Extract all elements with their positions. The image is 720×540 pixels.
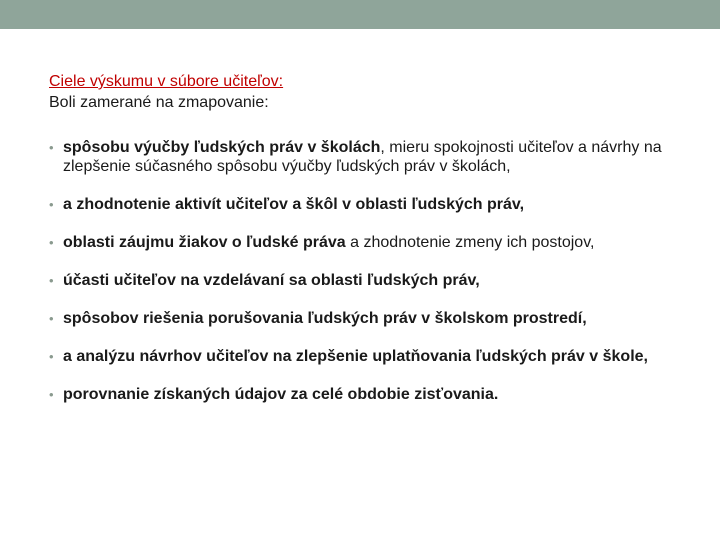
list-item xyxy=(49,271,689,290)
list-item-bold-text: účasti učiteľov na vzdelávaní sa oblasti ľudských práv, xyxy=(63,272,480,289)
bullet-icon: • xyxy=(49,140,54,155)
list-item-text: , mieru spokojnosti učiteľov a návrhy na zlepšenie súčasného spôsobu výučby ľudských práv v školách, xyxy=(63,139,662,175)
list-item-text: a zhodnotenie zmeny ich postojov, xyxy=(345,234,595,251)
list-item-bold-text: oblasti záujmu žiakov o ľudské práva xyxy=(63,234,346,251)
bullet-icon: • xyxy=(49,311,54,326)
list-item xyxy=(49,138,689,176)
list-item-bold-text: a analýzu návrhov učiteľov na zlepšenie uplatňovania ľudských práv v škole, xyxy=(63,348,648,365)
slide-intro: Boli zamerané na zmapovanie: xyxy=(49,94,269,111)
list-item xyxy=(49,309,689,328)
list-item-bold-text: spôsobu výučby ľudských práv v školách xyxy=(63,139,381,156)
list-item-bold-text: a zhodnotenie aktivít učiteľov a škôl v oblasti ľudských práv, xyxy=(63,196,525,213)
list-item-bold-text: spôsobov riešenia porušovania ľudských práv v školskom prostredí, xyxy=(63,310,587,327)
bullet-icon: • xyxy=(49,387,54,402)
slide-heading xyxy=(49,71,689,92)
bullet-icon: • xyxy=(49,235,54,250)
bullet-list xyxy=(49,138,689,404)
list-item-bold-text: porovnanie získaných údajov za celé obdobie zisťovania. xyxy=(63,386,499,403)
top-accent-bar xyxy=(0,0,720,29)
list-item xyxy=(49,195,689,214)
bullet-icon: • xyxy=(49,197,54,212)
bullet-icon: • xyxy=(49,273,54,288)
list-item xyxy=(49,385,689,404)
slide-title: Ciele výskumu v súbore učiteľov: xyxy=(49,73,284,90)
slide-content xyxy=(49,71,689,423)
list-item xyxy=(49,233,689,252)
list-item xyxy=(49,347,689,366)
bullet-icon: • xyxy=(49,349,54,364)
